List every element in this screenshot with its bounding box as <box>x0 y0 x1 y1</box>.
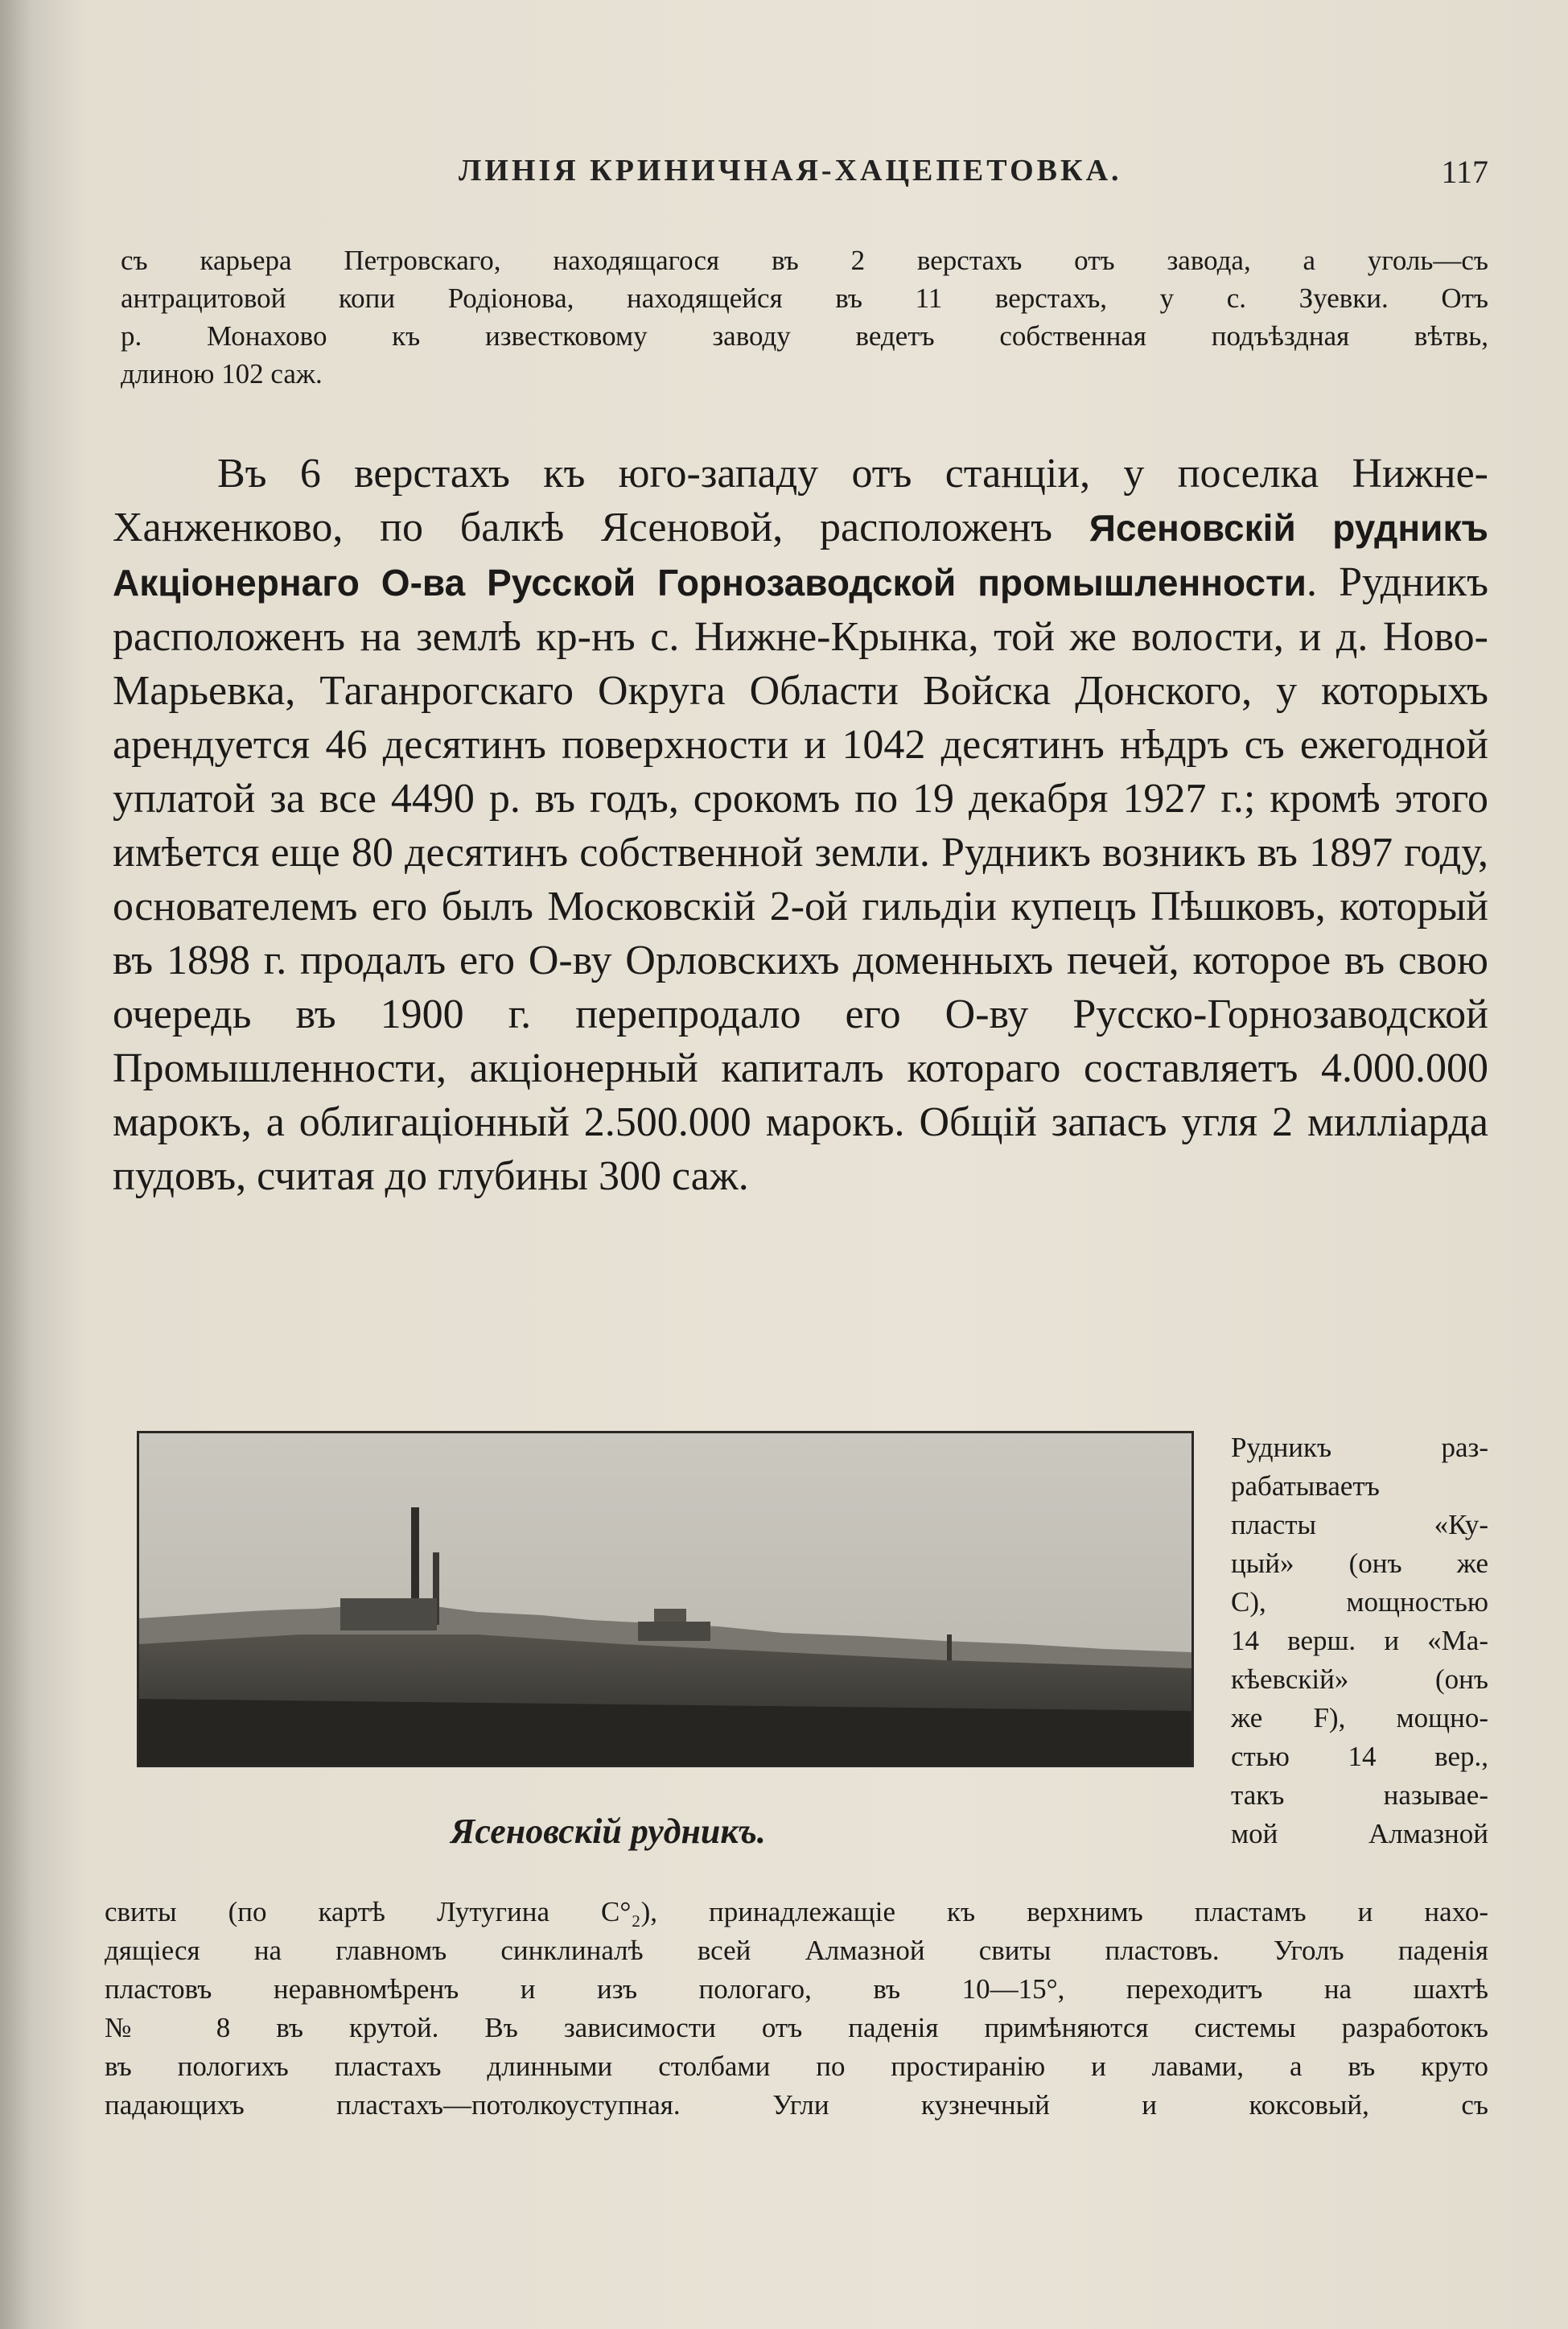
top-paragraph-line: длиною 102 саж. <box>121 358 323 390</box>
side-text-line: пласты «Ку- <box>1231 1509 1488 1540</box>
mine-photograph <box>137 1431 1194 1767</box>
mine-landscape-illustration <box>139 1433 1191 1765</box>
side-text-line: такъ называе- <box>1231 1779 1488 1811</box>
bottom-paragraph <box>105 1893 1488 2125</box>
bottom-text-line: свиты (по картѣ Лутугина C°₂), принадлежащіе къ верхнимъ пластамъ и нахо- <box>105 1896 1488 1927</box>
running-head: ЛИНІЯ КРИНИЧНАЯ-ХАЦЕПЕТОВКА. <box>459 154 1122 188</box>
main-paragraph-part2: . Рудникъ расположенъ на землѣ кр-нъ с. Нижне-Крынка, той же волости, и д. Ново-Марьевка, Таганрогскаго Округа Области Войска Донского, у которыхъ арендуется 46 десятинъ поверхности и 1042 десятинъ нѣдръ съ ежегодной уплатой за все 4490 р. въ годъ, срокомъ по 19 декабря 1927 г.; кромѣ этого имѣется еще 80 десятинъ собственной земли. Рудникъ возникъ въ 1897 году, основателемъ его былъ Московскій 2-ой гильдіи купецъ Пѣшковъ, который въ 1898 г. продалъ его О-ву Орловскихъ доменныхъ печей, которое въ свою очередь въ 1900 г. перепродало его О-ву Русско-Горнозаводской Промышленности, акціонерный капиталъ котораго составляетъ 4.000.000 марокъ, а облигаціонный 2.500.000 марокъ. Общій запасъ угля 2 миллiарда пудовъ, считая до глубины 300 саж. <box>113 559 1488 1199</box>
side-text-line: рабатываетъ <box>1231 1470 1380 1502</box>
bottom-text-line: падающихъ пластахъ—потолкоуступная. Угли кузнечный и коксовый, съ <box>105 2089 1488 2121</box>
side-text-line: стью 14 вер., <box>1231 1741 1488 1772</box>
bottom-text-line: № 8 въ крутой. Въ зависимости отъ паденія примѣняются системы разработокъ <box>105 2012 1488 2043</box>
photo-caption: Ясеновскій рудникъ. <box>451 1812 766 1851</box>
side-text-line: Рудникъ раз- <box>1231 1432 1488 1463</box>
side-column-text <box>1231 1428 1488 1853</box>
main-paragraph <box>113 447 1488 1203</box>
side-text-line: цый» (онъ же <box>1231 1548 1488 1579</box>
bottom-text-line: пластовъ неравномѣренъ и изъ пологаго, въ 10—15°, переходитъ на шахтѣ <box>105 1973 1488 2005</box>
bottom-text-line: въ пологихъ пластахъ длинными столбами по простиранію и лавами, а въ круто <box>105 2051 1488 2082</box>
top-paragraph-line: съ карьера Петровскаго, находящагося въ 2 верстахъ отъ завода, а уголь—съ <box>121 245 1488 276</box>
page-number: 117 <box>1441 154 1488 190</box>
side-text-line: С), мощностью <box>1231 1586 1488 1618</box>
top-paragraph-line: антрацитовой копи Родіонова, находящейся въ 11 верстахъ, у с. Зуевки. Отъ <box>121 282 1488 314</box>
bottom-text-line: дящіеся на главномъ синклиналѣ всей Алмазной свиты пластовъ. Уголъ паденія <box>105 1935 1488 1966</box>
main-paragraph-part1: Въ 6 верстахъ къ юго-западу отъ станціи, у поселка Нижне-Ханженково, по балкѣ Ясеновой, расположенъ <box>113 451 1488 550</box>
mine-name-bold: Ясеновскій рудникъ Акціонернаго О-ва Русской Горнозаводской промышленности <box>113 507 1489 604</box>
side-text-line: же F), мощно- <box>1231 1702 1488 1733</box>
side-text-line: мой Алмазной <box>1231 1818 1488 1849</box>
side-text-line: 14 верш. и «Ма- <box>1231 1625 1488 1656</box>
side-text-line: кѣевскій» (онъ <box>1231 1663 1488 1695</box>
page-header <box>121 153 1488 201</box>
top-paragraph-line: р. Монахово къ известковому заводу ведетъ собственная подъѣздная вѣтвь, <box>121 320 1488 352</box>
